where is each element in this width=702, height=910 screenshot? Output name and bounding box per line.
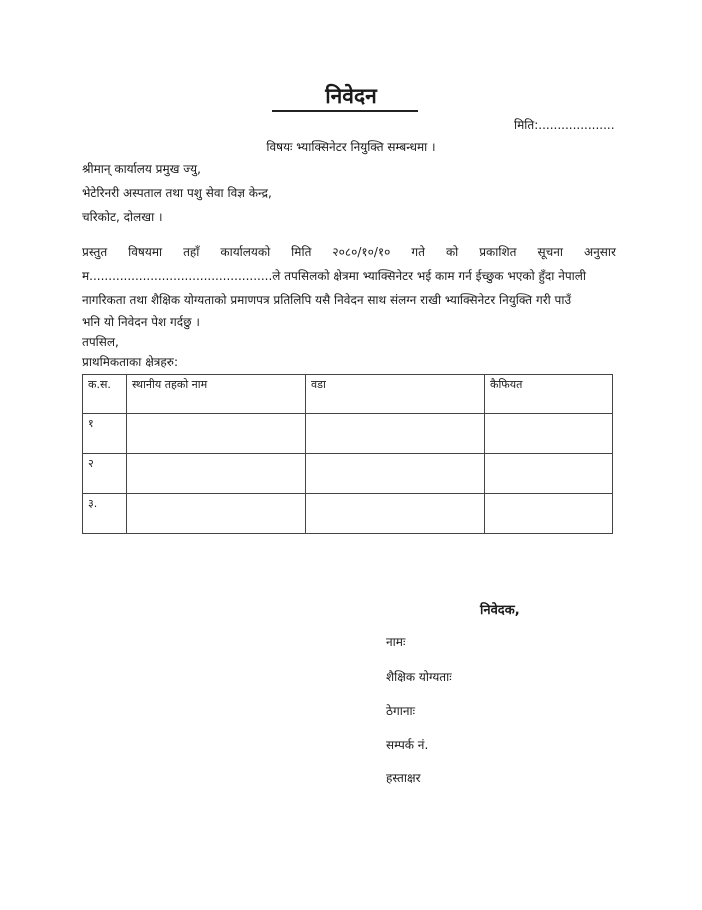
body-line-1 <box>82 243 616 260</box>
field-signature: हस्ताक्षर <box>386 771 421 785</box>
field-contact: सम्पर्क नं. <box>386 738 429 752</box>
body-line-4: भनि यो निवेदन पेश गर्दछु । <box>82 315 200 329</box>
header-ward: वडा <box>306 375 485 414</box>
body-word: को <box>445 245 459 259</box>
tapasil-label: तपसिल, <box>82 335 119 349</box>
cell-remarks <box>485 414 613 454</box>
applicant-heading: निवेदक, <box>480 603 520 618</box>
body-word: गते <box>411 245 425 259</box>
table-row <box>83 494 613 534</box>
cell-ward <box>306 414 485 454</box>
cell-remarks <box>485 494 613 534</box>
field-name: नामः <box>386 635 406 649</box>
body-line-2: म................................................ले तपसिलको क्षेत्रमा भ्याक्सिनेटर भई काम गर्न ईच्छुक भएको हुँदा नेपाली <box>82 269 587 283</box>
header-local-level: स्थानीय तहको नाम <box>127 375 306 414</box>
priority-table <box>82 374 613 534</box>
header-remarks: कैफियत <box>485 375 613 414</box>
header-serial: क.स. <box>83 375 127 414</box>
field-address: ठेगानाः <box>386 704 416 718</box>
date-field: मिति:.................... <box>514 118 615 132</box>
cell-local-level <box>127 454 306 494</box>
address-line-3: चरिकोट, दोलखा । <box>82 210 163 224</box>
subject-line: विषयः भ्याक्सिनेटर नियुक्ति सम्बन्धमा । <box>266 140 436 154</box>
address-line-2: भेटेरिनरी अस्पताल तथा पशु सेवा विज्ञ केन्द्र, <box>82 186 272 200</box>
address-line-1: श्रीमान् कार्यालय प्रमुख ज्यु, <box>82 162 201 176</box>
body-word: तहाँ <box>183 245 200 259</box>
body-word: सूचना <box>537 245 563 259</box>
document-title: निवेदन <box>325 84 377 108</box>
cell-serial: ३. <box>83 494 127 534</box>
cell-serial: १ <box>83 414 127 454</box>
cell-ward <box>306 494 485 534</box>
body-word: कार्यालयको <box>220 245 271 259</box>
cell-remarks <box>485 454 613 494</box>
cell-local-level <box>127 494 306 534</box>
body-word: विषयमा <box>128 245 163 259</box>
priority-label: प्राथमिकताका क्षेत्रहरु: <box>82 355 179 369</box>
cell-serial: २ <box>83 454 127 494</box>
body-word: अनुसार <box>583 245 616 259</box>
body-word: प्रस्तुत <box>82 245 108 259</box>
table-row <box>83 414 613 454</box>
table-header-row <box>83 375 613 414</box>
body-word: २०८०/१०/१० <box>332 245 391 259</box>
body-word: मिति <box>291 245 312 259</box>
cell-local-level <box>127 414 306 454</box>
body-word: प्रकाशित <box>479 245 517 259</box>
table-row <box>83 454 613 494</box>
title-underline <box>272 110 418 112</box>
field-education: शैक्षिक योग्यताः <box>386 670 452 684</box>
body-line-3: नागरिकता तथा शैक्षिक योग्यताको प्रमाणपत्र प्रतिलिपि यसै निवेदन साथ संलग्न राखी भ्याक्सिनेटर नियुक्ति गरी पाउँ <box>82 293 572 307</box>
cell-ward <box>306 454 485 494</box>
